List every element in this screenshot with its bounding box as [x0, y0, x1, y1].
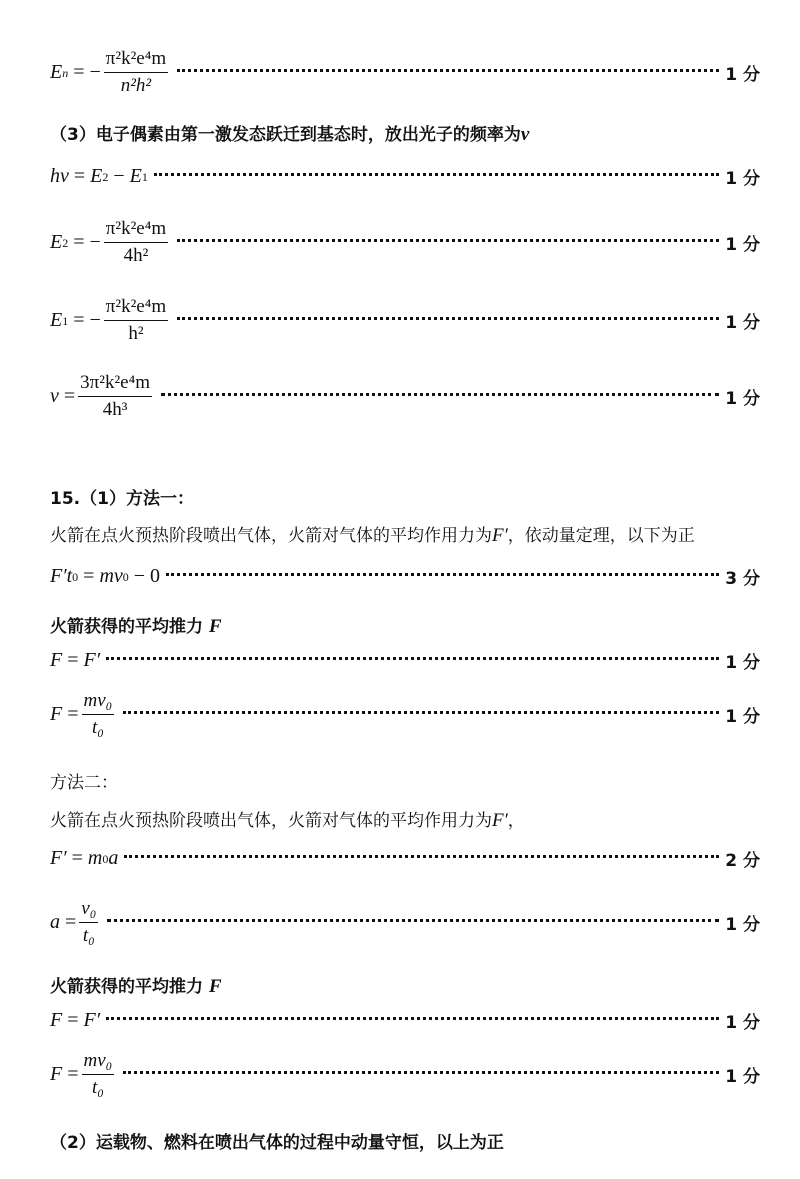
force-symbol: F′	[492, 525, 508, 546]
equation-energy-level-2	[50, 218, 760, 267]
fraction	[82, 690, 115, 739]
description-tail: ，	[507, 811, 525, 831]
fraction-numerator: π²k²e⁴m	[105, 48, 167, 69]
equation-acceleration	[50, 898, 760, 947]
score-label: 1 分	[725, 1013, 760, 1033]
force-symbol: F	[208, 616, 222, 637]
leader-dots	[177, 239, 719, 242]
leader-dots	[166, 573, 719, 576]
force-symbol: F′	[492, 810, 508, 831]
fraction-numerator: π²k²e⁴m	[105, 218, 167, 239]
method-two-description	[50, 806, 525, 832]
leader-dots	[177, 69, 719, 72]
fraction-numerator: mv₀	[83, 1050, 113, 1071]
score-label: 1 分	[725, 389, 760, 409]
equation-newton-second	[50, 846, 760, 871]
fraction	[79, 898, 98, 947]
score-label: 1 分	[725, 1067, 760, 1087]
fraction-numerator: π²k²e⁴m	[105, 296, 167, 317]
score-label: 3 分	[725, 569, 760, 589]
fraction-numerator: 3π²k²e⁴m	[80, 372, 150, 393]
method-two-heading: 方法二：	[50, 773, 118, 793]
equation-expression: F′t 0 = mv 0 − 0	[50, 565, 161, 587]
fraction-denominator: n²h²	[120, 75, 152, 96]
fraction	[82, 1050, 115, 1099]
score-label: 1 分	[725, 169, 760, 189]
section-heading-3	[50, 120, 529, 146]
force-symbol: F	[208, 976, 222, 997]
equation-frequency	[50, 372, 760, 421]
fraction	[78, 372, 152, 421]
heading-text: （3）电子偶素由第一激发态跃迁到基态时，放出光子的频率为	[50, 125, 521, 145]
leader-dots	[154, 173, 719, 176]
fraction-numerator: v₀	[81, 898, 97, 919]
equation-energy-level-n	[50, 48, 760, 97]
leader-dots	[107, 919, 719, 922]
leader-dots	[123, 1071, 719, 1074]
fraction-denominator: t₀	[91, 717, 104, 738]
score-label: 2 分	[725, 851, 760, 871]
equation-expression: a = $\frac{\text{v₀}}{\text{t₀}}$	[50, 898, 97, 946]
average-thrust-heading-2	[50, 972, 222, 998]
equation-force-equal-2	[50, 1008, 760, 1033]
equation-expression: F = F′	[50, 1009, 101, 1031]
fraction	[104, 296, 168, 345]
description-tail: ，依动量定理，以下为正	[507, 526, 695, 546]
equation-expression: ν = $\frac{\text{3π²k²e⁴m}}{\text{4h³}}$	[50, 372, 150, 420]
fraction-denominator: h²	[128, 323, 144, 344]
score-label: 1 分	[725, 65, 760, 85]
description-text: 火箭在点火预热阶段喷出气体，火箭对气体的平均作用力为	[50, 811, 492, 831]
fraction-denominator: 4h³	[102, 399, 128, 420]
nu-symbol: ν	[520, 124, 530, 145]
leader-dots	[106, 1017, 719, 1020]
leader-dots	[177, 317, 719, 320]
heading-text: 火箭获得的平均推力	[50, 977, 203, 997]
equation-force-result	[50, 690, 760, 739]
leader-dots	[106, 657, 719, 660]
equation-expression: hν = E 2 − E 1	[50, 165, 148, 187]
equation-impulse	[50, 564, 760, 589]
question-15-heading: 15.（1）方法一：	[50, 489, 194, 509]
score-label: 1 分	[725, 235, 760, 255]
method-one-description	[50, 521, 695, 547]
score-label: 1 分	[725, 653, 760, 673]
fraction	[104, 48, 168, 97]
equation-expression: F′ = m 0 a	[50, 847, 119, 869]
equation-expression: E 2 = − $\frac{\text{π²k²e⁴m}}{\text{4h²}}$	[50, 218, 167, 266]
score-label: 1 分	[725, 915, 760, 935]
leader-dots	[161, 393, 719, 396]
equation-expression: F = $\frac{\text{mv₀}}{\text{t₀}}$	[50, 690, 113, 738]
heading-text: 火箭获得的平均推力	[50, 617, 203, 637]
equation-expression: E n = − $\frac{\text{π²k²e⁴m}}{\text{n²h²}}$	[50, 48, 167, 96]
equation-expression: F = F′	[50, 649, 101, 671]
fraction	[104, 218, 168, 267]
fraction-denominator: 4h²	[123, 245, 149, 266]
equation-force-equal	[50, 648, 760, 673]
score-label: 1 分	[725, 313, 760, 333]
equation-energy-level-1	[50, 296, 760, 345]
fraction-denominator: t₀	[82, 925, 95, 946]
equation-photon-energy	[50, 164, 760, 189]
leader-dots	[124, 855, 719, 858]
fraction-denominator: t₀	[91, 1077, 104, 1098]
description-text: 火箭在点火预热阶段喷出气体，火箭对气体的平均作用力为	[50, 526, 492, 546]
fraction-numerator: mv₀	[83, 690, 113, 711]
average-thrust-heading	[50, 612, 222, 638]
equation-expression: E 1 = − $\frac{\text{π²k²e⁴m}}{\text{h²}}$	[50, 296, 167, 344]
equation-expression: F = $\frac{\text{mv₀}}{\text{t₀}}$	[50, 1050, 113, 1098]
equation-force-result-2	[50, 1050, 760, 1099]
leader-dots	[123, 711, 719, 714]
score-label: 1 分	[725, 707, 760, 727]
section-heading-2: （2）运载物、燃料在喷出气体的过程中动量守恒，以上为正	[50, 1133, 504, 1153]
